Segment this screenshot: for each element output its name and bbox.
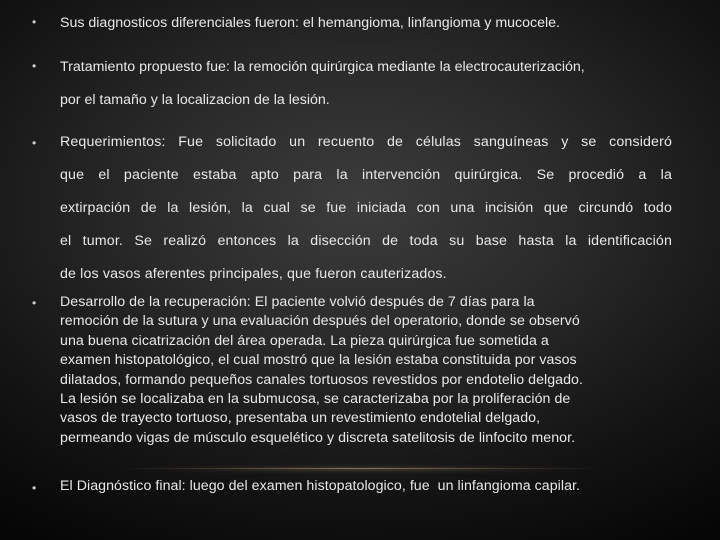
text-line: una buena cicatrización del área operada. La pieza quirúrgica fue sometida a bbox=[60, 332, 549, 349]
text-line: extirpación de la lesión, la cual se fue iniciada con una incisión que circundó todo bbox=[60, 200, 672, 216]
text-line: La lesión se localizaba en la submucosa, se caracterizaba por la proliferación de bbox=[60, 391, 571, 408]
bullet-text bbox=[60, 126, 672, 291]
text-line: remoción de la sutura y una evaluación después del operatorio, donde se observó bbox=[60, 313, 580, 330]
text-line: permeando vigas de músculo esquelético y discreta satelitosis de linfocito menor. bbox=[60, 429, 576, 446]
text-line: Tratamiento propuesto fue: la remoción quirúrgica mediante la electrocauterización, bbox=[60, 59, 585, 75]
text-line: examen histopatológico, el cual mostró que la lesión estaba constituida por vasos bbox=[60, 352, 577, 369]
text-line: por el tamaño y la localizacion de la lesión. bbox=[60, 92, 330, 108]
text-line: Requerimientos: Fue solicitado un recuento de células sanguíneas y se consideró bbox=[60, 134, 672, 150]
decorative-divider bbox=[120, 468, 600, 469]
bullet-dot: • bbox=[32, 59, 37, 73]
text-line: Desarrollo de la recuperación: El paciente volvió después de 7 días para la bbox=[60, 294, 535, 310]
bullet-text bbox=[60, 477, 672, 496]
bullet-text bbox=[60, 51, 672, 117]
text-line: el tumor. Se realizó entonces la disección de toda su base hasta la identificación bbox=[60, 233, 672, 249]
bullet-dot: • bbox=[32, 481, 37, 495]
text-line: El Diagnóstico final: luego del examen histopatologico, fue un linfangioma capilar. bbox=[60, 478, 580, 494]
bullet-text bbox=[60, 293, 672, 448]
bullet-dot: • bbox=[32, 15, 37, 29]
text-line: vasos de trayecto tortuoso, presentaba un revestimiento endotelial delgado, bbox=[60, 410, 541, 427]
bullet-dot: • bbox=[32, 296, 37, 310]
bullet-dot: • bbox=[32, 136, 37, 150]
text-line: Sus diagnosticos diferenciales fueron: el hemangioma, linfangioma y mucocele. bbox=[60, 15, 560, 31]
decorative-glow bbox=[40, 462, 680, 476]
bullet-text bbox=[60, 7, 672, 40]
text-line: dilatados, formando pequeños canales tortuosos revestidos por endotelio delgado. bbox=[60, 371, 583, 388]
text-line: que el paciente estaba apto para la intervención quirúrgica. Se procedió a la bbox=[60, 167, 672, 183]
text-line: de los vasos aferentes principales, que fueron cauterizados. bbox=[60, 266, 447, 282]
